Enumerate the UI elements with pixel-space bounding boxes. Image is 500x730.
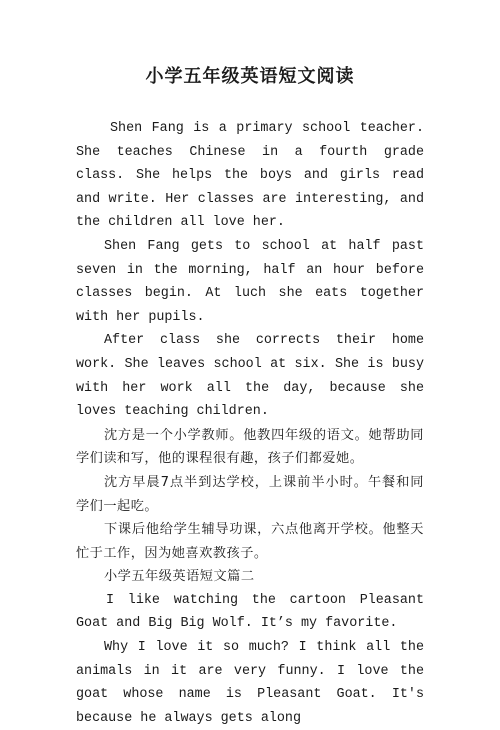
paragraph-2: Shen Fang gets to school at half past seven in the morning, half an hour before classes begin. At luch she eats together with her pupils.	[76, 238, 424, 325]
section-heading-2: 小学五年级英语短文篇二	[104, 569, 255, 585]
paragraph-1: Shen Fang is a primary school teacher. She teaches Chinese in a fourth grade class. She helps the boys and girls read and write. Her classes are interesting, and the children all love her.	[76, 121, 424, 231]
paragraph-5: 沈方早晨7点半到达学校，上课前半小时。午餐和同学们一起吃。	[76, 474, 424, 514]
paragraph-6: 下课后他给学生辅导功课，六点他离开学校。他整天忙于工作，因为她喜欢教孩子。	[76, 522, 424, 561]
paragraph-8: Why I love it so much? I think all the animals in it are very funny. I love the goat whose name is Pleasant Goat. It's because he always gets along	[76, 640, 424, 726]
paragraph-3: After class she corrects their home work. She leaves school at six. She is busy with her work all the day, because she loves teaching children.	[76, 333, 424, 420]
document-body	[76, 117, 424, 730]
document-title: 小学五年级英语短文阅读	[145, 66, 355, 87]
paragraph-4: 沈方是一个小学教师。他教四年级的语文。她帮助同学们读和写，他的课程很有趣，孩子们都爱她。	[76, 427, 424, 467]
paragraph-7: I like watching the cartoon Pleasant Goat and Big Big Wolf. It’s my favorite.	[76, 592, 424, 632]
